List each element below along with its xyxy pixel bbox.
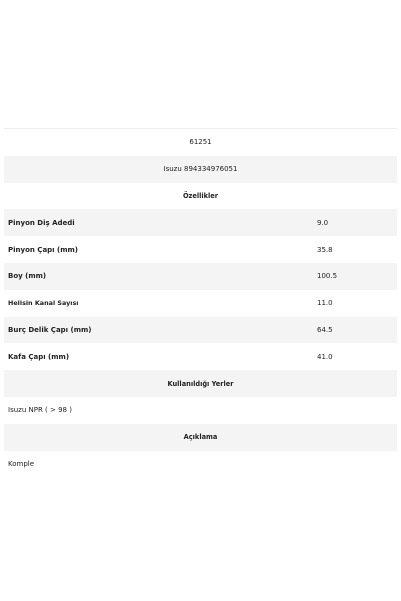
description-heading: Açıklama — [183, 433, 218, 442]
product-code: 61251 — [189, 138, 212, 147]
oem-number: Isuzu 8943349760​51 — [163, 165, 238, 174]
description-value: Komple — [8, 459, 35, 468]
usage-row — [4, 397, 397, 424]
feature-value: 100.5 — [317, 272, 338, 281]
feature-value: 41.0 — [317, 352, 333, 361]
description-heading-row — [4, 424, 397, 451]
features-heading: Özellikler — [182, 191, 219, 200]
feature-row — [4, 209, 397, 236]
feature-row — [4, 343, 397, 370]
features-heading-row — [4, 183, 397, 210]
feature-label: Pinyon Çapı (mm) — [8, 245, 78, 254]
feature-label: Boy (mm) — [8, 272, 47, 281]
feature-value: 64.5 — [317, 325, 333, 334]
description-row — [4, 451, 397, 478]
feature-row — [4, 290, 397, 317]
feature-row — [4, 317, 397, 344]
feature-label: Helisin Kanal Sayısı — [8, 299, 79, 308]
usage-value: Isuzu NPR ( > 98 ) — [8, 406, 72, 415]
feature-label: Pinyon Diş Adedi — [8, 218, 75, 227]
feature-value: 11.0 — [317, 299, 333, 308]
usage-heading: Kullanıldığı Yerler — [167, 379, 234, 388]
product-code-row — [4, 129, 397, 156]
feature-value: 35.8 — [317, 245, 333, 254]
feature-label: Burç Delik Çapı (mm) — [8, 325, 92, 334]
product-spec-table — [4, 128, 397, 477]
feature-row — [4, 236, 397, 263]
oem-number-row — [4, 156, 397, 183]
feature-label: Kafa Çapı (mm) — [8, 352, 70, 361]
feature-value: 9.0 — [317, 218, 329, 227]
usage-heading-row — [4, 370, 397, 397]
feature-row — [4, 263, 397, 290]
